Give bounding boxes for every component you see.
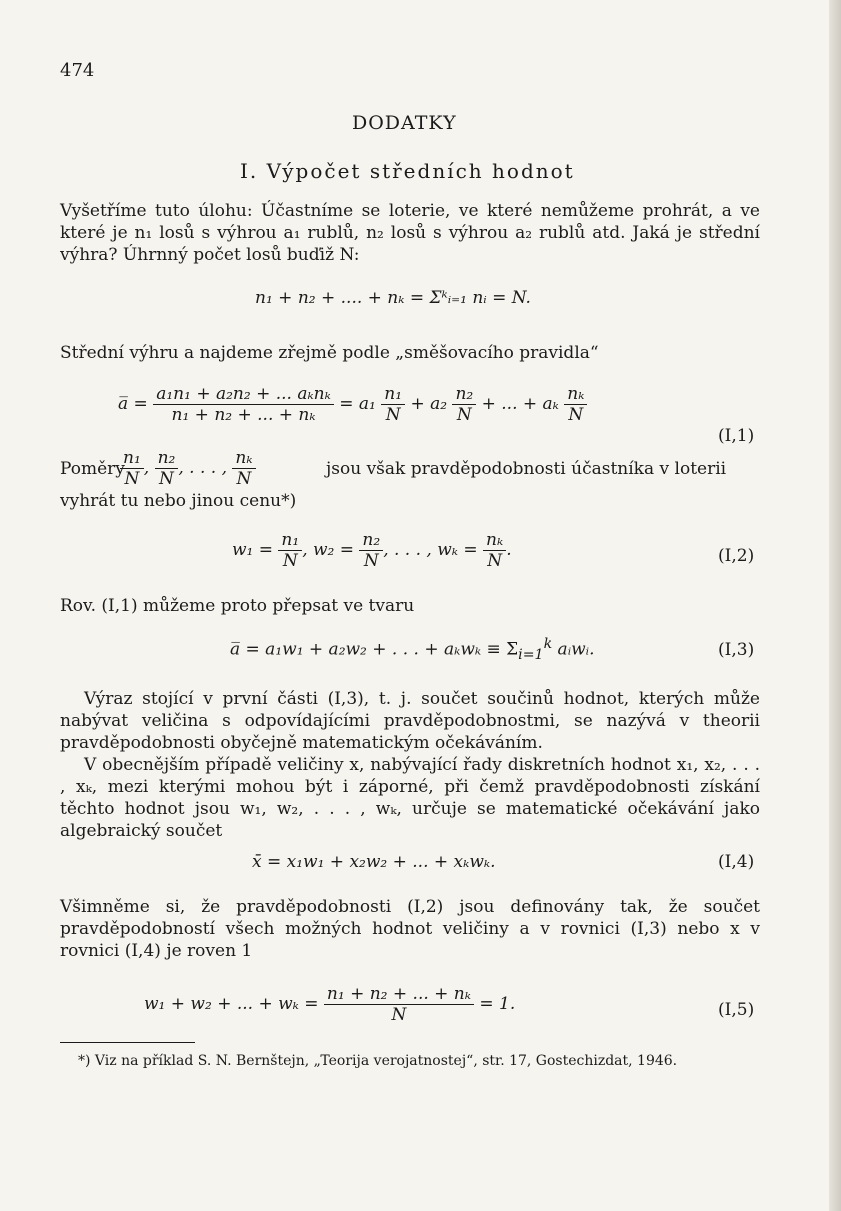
paragraph-3-start: Poměry	[60, 459, 125, 479]
ratios-inline: $\frac{\text{n₁}}{N}$ , $\frac{\text{n₂}}{N}$ , . . . , $\frac{\text{nₖ}}{N}$	[120, 448, 256, 489]
equation-5: w₁ + w₂ + ... + wₖ = $\frac{\text{n₁ + n₂ + ... + nₖ}}{N}$ = 1.	[144, 984, 516, 1025]
equation-1-number: (I,1)	[718, 426, 755, 446]
equation-5-number: (I,5)	[718, 1000, 755, 1020]
paragraph-4: Rov. (I,1) můžeme proto přepsat ve tvaru	[60, 596, 415, 616]
equation-4: x̄ = x₁w₁ + x₂w₂ + ... + xₖwₖ.	[252, 852, 496, 872]
paragraph-1: Vyšetříme tuto úlohu: Účastníme se loterie, ve které nemůžeme prohrát, a ve které je n₁ losů s výhrou a₁ rublů, n₂ losů s výhrou a₂ rublů atd. Jaká je střední výhra? Úhrnný počet losů buďiž N:	[60, 201, 760, 265]
equation-3: a̅ = a₁w₁ + a₂w₂ + . . . + $a_kw_k \equiv \Sigma_{i=1}^k$ aᵢwᵢ.	[230, 636, 595, 664]
paragraph-7: Všimněme si, že pravděpodobnosti (I,2) jsou definovány tak, že součet pravděpodobností všech možných hodnot veličiny a v rovnici (I,3) nebo x v rovnici (I,4) je roven 1	[60, 897, 760, 961]
paragraph-3-end: vyhrát tu nebo jinou cenu*)	[60, 491, 297, 511]
paragraph-3-mid: jsou však pravděpodobnosti účastníka v loterii	[326, 459, 727, 479]
footnote-rule	[60, 1042, 195, 1043]
paragraph-2: Střední výhru a najdeme zřejmě podle „směšovacího pravidla“	[60, 343, 599, 363]
page-number: 474	[60, 60, 95, 81]
paragraph-6: V obecnějším případě veličiny x, nabývající řady diskretních hodnot x₁, x₂, . . . , xₖ, mezi kterými mohou být i záporné, při čemž pravděpodobnosti získání těchto hodnot jsou w₁, w₂, . . . , wₖ, určuje se matematické očekávání jako algebraický součet	[60, 755, 760, 841]
section-heading: DODATKY	[352, 112, 457, 134]
equation-4-number: (I,4)	[718, 852, 755, 872]
equation-2: w₁ = $\frac{\text{n₁}}{N}$ , w₂ = $\frac{\text{n₂}}{N}$ , . . . , wₖ = $\frac{\text{nₖ}}{N}$ .	[232, 530, 512, 571]
paragraph-5: Výraz stojící v první části (I,3), t. j. součet součinů hodnot, kterých může nabývat veličina s odpovídajícími pravděpodobnostmi, se nazývá v theorii pravděpodobnosti obyčejně matematickým očekáváním.	[60, 689, 760, 753]
equation-2-number: (I,2)	[718, 546, 755, 566]
equation-3-number: (I,3)	[718, 640, 755, 660]
footnote: *) Viz na příklad S. N. Bernštejn, „Teorija verojatnostej“, str. 17, Gostechizdat, 1946.	[78, 1053, 678, 1069]
equation-1: a̅ = $\frac{\text{a₁n₁ + a₂n₂ + ... aₖnₖ}}{\text{n₁ + n₂ + ... + nₖ}}$ = a₁ $\frac{\text{n₁}}{N}$ + a₂ $\frac{\text{n₂}}{N}$ + ... + aₖ $\frac{\text{nₖ}}{N}$	[118, 384, 587, 425]
page-edge	[829, 0, 841, 1211]
equation-sum: n₁ + n₂ + .... + nₖ = Σᵏᵢ₌₁ nᵢ = N.	[255, 288, 531, 308]
chapter-title: I. Výpočet středních hodnot	[240, 159, 575, 183]
